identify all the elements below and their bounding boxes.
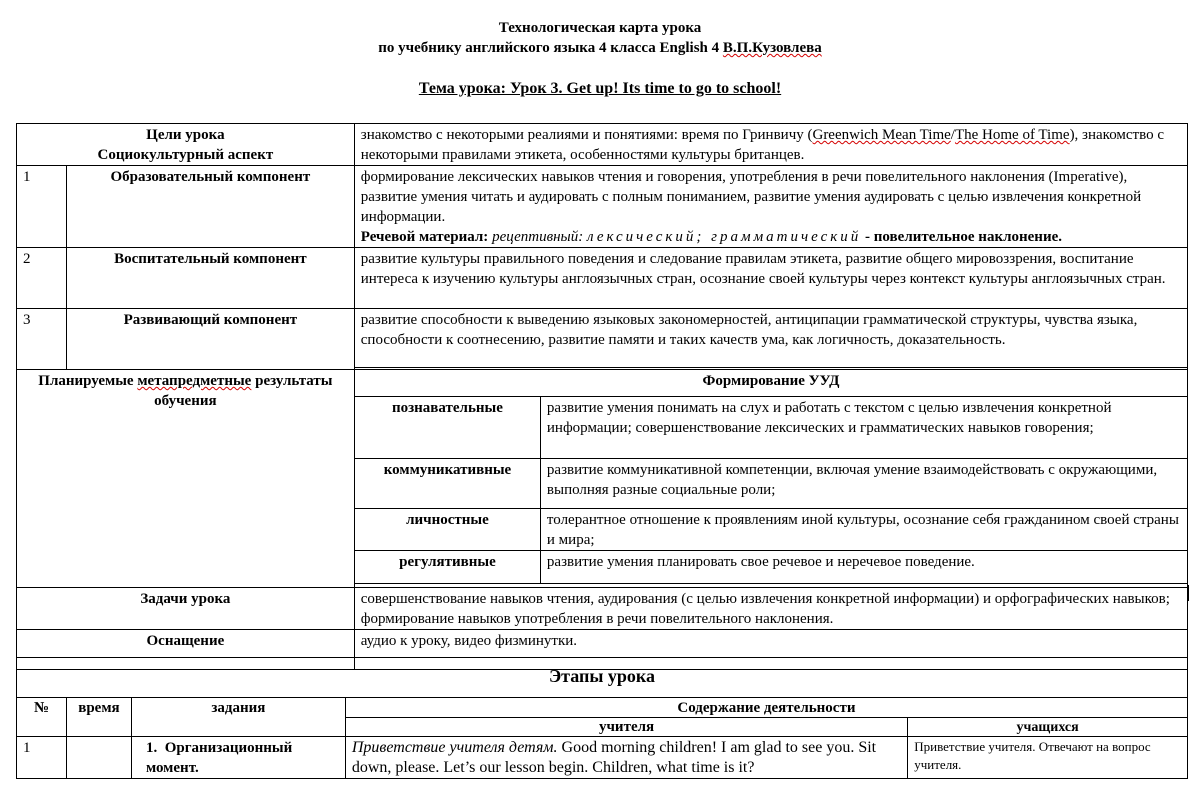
col-content: Содержание деятельности: [345, 698, 1187, 718]
uud-title: Формирование УУД: [355, 368, 1188, 397]
tasks-text: совершенствование навыков чтения, аудирования (с целью извлечения конкретной информации) и орфографических навыков; формирование навыков употребления в речи повелительного наклонения.: [354, 588, 1187, 630]
goal-text-3: развитие способности к выведению языковых закономерностей, антиципации грамматической структуры, чувства языка, способности к соотнесению, развитие памяти и таких качеств ума, как логичность, доказательность.: [354, 309, 1187, 370]
socio-text: [354, 124, 1187, 166]
stage-row-1: [17, 737, 1188, 779]
uud-table: [354, 367, 1188, 584]
col-students: учащихся: [908, 718, 1188, 737]
socio-text-e: ), знакомство с некоторыми правилами этикета, особенностями культуры британцев.: [360, 127, 1165, 163]
goal-text-2: развитие культуры правильного поведения и следование правилам этикета, развитие общего мировоззрения, воспитание интереса к изучению культуры англоязычных стран, осознание своей культуры через контекст культуры англоязычных стран.: [354, 248, 1187, 309]
results-label-b: метапредметные: [137, 373, 252, 389]
socio-text-d: The Home of Time: [954, 127, 1070, 143]
lesson-topic: [0, 80, 1200, 98]
doc-title: Технологическая карта урока: [498, 20, 702, 36]
speech-material: [361, 227, 1181, 247]
text-cursor: [1188, 585, 1189, 601]
col-teacher: учителя: [345, 718, 907, 737]
stage-teacher: [345, 737, 907, 779]
subtitle-text: по учебнику английского языка 4 класса English 4: [378, 40, 723, 56]
doc-subtitle: [0, 40, 1200, 57]
socio-text-c: /: [950, 127, 955, 143]
uud-text-communicative: развитие коммуникативной компетенции, включая умение взаимодействовать с окружающими, выполняя разные социальные роли;: [540, 459, 1187, 509]
goal-text-1-main: формирование лексических навыков чтения и говорения, употребления в речи повелительного наклонения (Imperative), развитие умения читать и аудировать с полным пониманием, развитие умения аудировать с целью извлечения конкретной информации.: [360, 169, 1142, 225]
uud-type-communicative: коммуникативные: [355, 459, 541, 509]
col-tasks: задания: [131, 698, 345, 737]
results-label: [17, 370, 355, 588]
stage-teacher-text: Good morning children! I am glad to see you. Sit down, please. Let’s our lesson begin. Children, what time is it?: [351, 739, 877, 776]
uud-text-regulative: развитие умения планировать свое речевое и неречевое поведение.: [540, 551, 1187, 584]
speech-material-label: Речевой материал:: [360, 229, 489, 245]
stage-task: [131, 737, 345, 779]
goals-row: [17, 124, 1188, 166]
goal-row-3: [17, 309, 1188, 370]
socio-text-a: знакомство с некоторыми реалиями и понятиями: время по Гринвичу (: [360, 127, 813, 143]
goal-text-1: [354, 166, 1187, 248]
stage-teacher-italic: Приветствие учителя детям.: [351, 739, 558, 756]
equipment-text: аудио к уроку, видео физминутки.: [354, 630, 1187, 670]
speech-material-spaced: лексический; грамматический: [586, 229, 862, 245]
goal-label-3: Развивающий компонент: [66, 309, 354, 370]
tasks-row: [17, 588, 1188, 630]
stage-time: [66, 737, 131, 779]
results-label-c: результаты обучения: [154, 373, 333, 409]
stages-table: [16, 657, 1188, 779]
goal-num-3: 3: [17, 309, 67, 370]
lesson-topic-text: Тема урока: Урок 3. Get up! Its time to go to school!: [418, 80, 782, 97]
col-num: №: [17, 698, 67, 737]
uud-text-personal: толерантное отношение к проявлениям иной культуры, осознание себя гражданином своей страны и мира;: [540, 509, 1187, 551]
goal-label-1: Образовательный компонент: [66, 166, 354, 248]
subtitle-author: В.П.Кузовлева: [722, 40, 822, 56]
goal-num-1: 1: [17, 166, 67, 248]
goals-title: Цели урока: [146, 127, 225, 143]
stage-task-num: 1.: [145, 740, 158, 756]
uud-type-cognitive: познавательные: [355, 397, 541, 459]
stage-students: Приветствие учителя. Отвечают на вопрос учителя.: [908, 737, 1188, 779]
uud-type-personal: личностные: [355, 509, 541, 551]
uud-type-regulative: регулятивные: [355, 551, 541, 584]
goal-row-1: [17, 166, 1188, 248]
goals-label: [17, 124, 355, 166]
stages-title: Этапы урока: [17, 658, 1188, 698]
socio-label: Социокультурный аспект: [97, 147, 274, 163]
results-label-a: Планируемые: [38, 373, 138, 389]
uud-text-cognitive: развитие умения понимать на слух и работать с текстом с целью извлечения конкретной информации; совершенствование лексических и грамматических навыков говорения;: [540, 397, 1187, 459]
socio-text-b: Greenwich Mean Time: [812, 127, 951, 143]
goal-num-2: 2: [17, 248, 67, 309]
speech-material-end: - повелительное наклонение.: [861, 229, 1062, 245]
stage-task-text: Организационный момент.: [145, 740, 293, 776]
goal-row-2: [17, 248, 1188, 309]
equipment-label: Оснащение: [17, 630, 355, 670]
col-time: время: [66, 698, 131, 737]
goal-label-2: Воспитательный компонент: [66, 248, 354, 309]
stage-num: 1: [17, 737, 67, 779]
tasks-label: Задачи урока: [17, 588, 355, 630]
speech-material-receptive: рецептивный:: [492, 229, 584, 245]
